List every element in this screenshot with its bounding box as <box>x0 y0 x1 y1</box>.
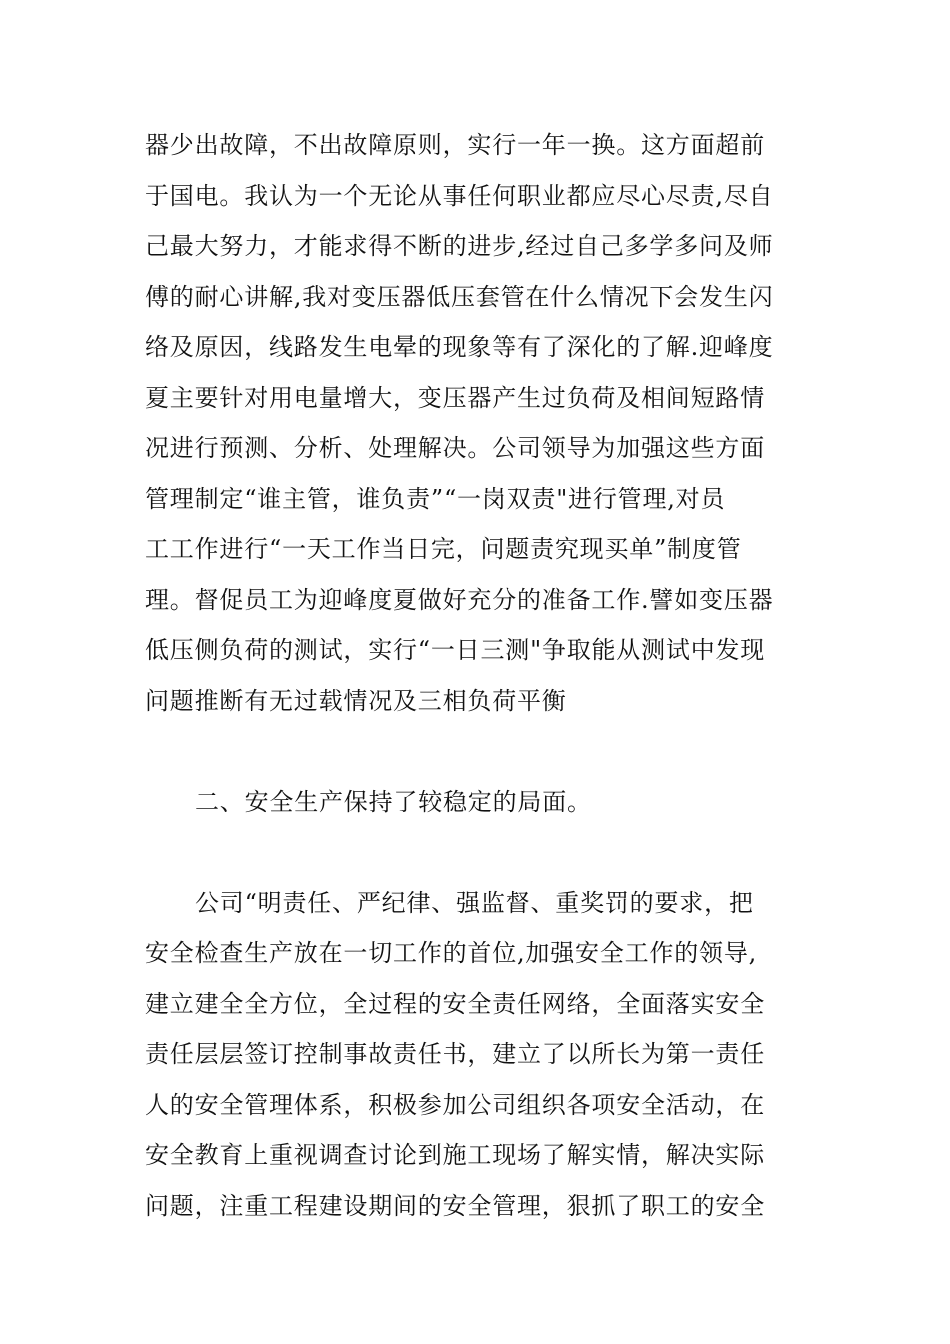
paragraph-line: 安全教育上重视调查讨论到施工现场了解实情，解决实际 <box>145 1141 765 1169</box>
paragraph-line: 于国电。我认为一个无论从事任何职业都应尽心尽责,尽自 <box>145 181 774 210</box>
paragraph-line: 问题推断有无过载情况及三相负荷平衡 <box>145 686 567 715</box>
paragraph-line: 器少出故障，不出故障原则，实行一年一换。这方面超前 <box>145 131 765 159</box>
paragraph-line: 工工作进行“一天工作当日完，问题责究现买单”制度管 <box>145 535 742 563</box>
paragraph-line: 管理制定“谁主管，谁负责”“一岗双责"进行管理,对员 <box>145 484 726 513</box>
paragraph-line: 理。督促员工为迎峰度夏做好充分的准备工作.譬如变压器 <box>145 585 774 614</box>
paragraph-line: 络及原因，线路发生电晕的现象等有了深化的了解.迎峰度 <box>145 333 774 361</box>
paragraph-line: 建立建全全方位，全过程的安全责任网络，全面落实安全 <box>145 989 765 1018</box>
paragraph-spacer <box>145 827 805 878</box>
document-body <box>145 120 805 1231</box>
paragraph-spacer <box>145 726 805 777</box>
paragraph-2 <box>145 878 805 1232</box>
paragraph-line: 己最大努力，才能求得不断的进步,经过自己多学多问及师 <box>145 232 774 260</box>
paragraph-line: 人的安全管理体系，积极参加公司组织各项安全活动，在 <box>145 1090 765 1119</box>
paragraph-line: 公司“明责任、严纪律、强监督、重奖罚的要求，把 <box>195 888 754 917</box>
paragraph-1 <box>145 120 805 726</box>
paragraph-line: 况进行预测、分析、处理解决。公司领导为加强这些方面 <box>145 434 765 462</box>
paragraph-line: 夏主要针对用电量增大，变压器产生过负荷及相间短路情 <box>145 383 765 412</box>
paragraph-line: 责任层层签订控制事故责任书，建立了以所长为第一责任 <box>145 1040 765 1068</box>
paragraph-line: 安全检查生产放在一切工作的首位,加强安全工作的领导, <box>145 939 758 967</box>
paragraph-line: 傅的耐心讲解,我对变压器低压套管在什么情况下会发生闪 <box>145 282 774 311</box>
paragraph-line: 低压侧负荷的测试，实行“一日三测"争取能从测试中发现 <box>145 636 766 664</box>
section-heading-2 <box>145 777 805 828</box>
section-heading-text: 二、安全生产保持了较稳定的局面。 <box>195 787 592 816</box>
paragraph-line: 问题，注重工程建设期间的安全管理，狠抓了职工的安全 <box>145 1191 765 1220</box>
